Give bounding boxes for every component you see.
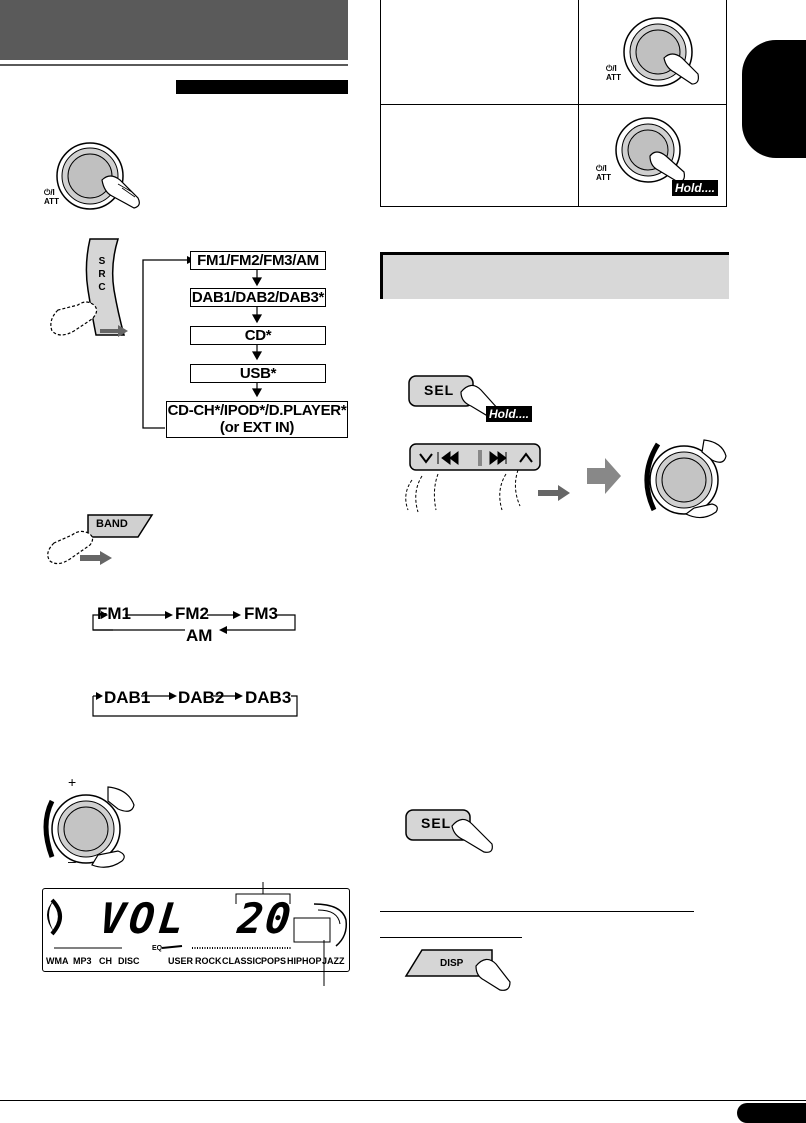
lcd-indicator-disc: DISC <box>118 956 140 966</box>
src-button-illustration <box>40 235 135 340</box>
changer-line-2: (or EXT IN) <box>219 419 295 436</box>
power-knob-illustration <box>40 140 160 220</box>
power-symbol: ⏻/I <box>606 64 617 73</box>
att-text: ATT <box>44 197 59 206</box>
att-text: ATT <box>596 173 611 182</box>
control-dial-illustration <box>636 432 736 532</box>
source-box-changer <box>166 401 348 438</box>
band-dab3: DAB3 <box>245 688 292 707</box>
lcd-volume-number: 20 <box>235 894 296 943</box>
subheading-bar <box>176 80 348 94</box>
lcd-main-text: VOL <box>97 894 191 943</box>
lcd-eq-hiphop: HIPHOP <box>287 956 322 966</box>
lcd-indicator-ch: CH <box>99 956 112 966</box>
sel-button-label-press[interactable]: SEL <box>421 815 452 831</box>
lcd-eq-user: USER <box>168 956 194 966</box>
hold-badge-power: Hold.... <box>672 180 718 196</box>
volume-knob-illustration <box>38 775 158 885</box>
band-fm2: FM2 <box>175 604 209 623</box>
band-fm3: FM3 <box>244 604 278 623</box>
volume-plus: + <box>68 774 77 790</box>
band-dab1: DAB1 <box>104 688 151 707</box>
hold-badge-sel: Hold.... <box>486 406 532 422</box>
power-symbol: ⏻/I <box>596 164 607 173</box>
source-box-usb: USB* <box>190 364 326 383</box>
rule-2 <box>380 937 522 938</box>
disp-button-illustration <box>402 944 512 994</box>
src-button-label[interactable] <box>96 255 108 294</box>
table-att-label-1 <box>606 64 621 82</box>
att-text: ATT <box>606 73 621 82</box>
next-step-arrow <box>585 456 625 496</box>
band-button-label[interactable]: BAND <box>96 518 128 530</box>
volume-minus: – <box>68 853 76 869</box>
skip-buttons-illustration <box>398 440 578 515</box>
band-dab2: DAB2 <box>178 688 225 707</box>
changer-line-1: CD-CH*/IPOD*/D.PLAYER* <box>167 402 347 419</box>
att-label <box>44 188 59 206</box>
att-knob-press-illustration <box>600 14 710 94</box>
src-letter-r: R <box>98 269 106 280</box>
lcd-eq-classic: CLASSIC <box>222 956 262 966</box>
lcd-indicator-mp3: MP3 <box>73 956 92 966</box>
source-box-fm: FM1/FM2/FM3/AM <box>190 251 326 270</box>
disp-button-label[interactable]: DISP <box>440 958 464 969</box>
src-letter-c: C <box>98 282 106 293</box>
rule-1 <box>380 911 694 912</box>
footer-rule <box>0 1100 806 1101</box>
table-row-divider <box>380 104 726 105</box>
lcd-eq-label: EQ <box>152 945 163 952</box>
language-tab <box>742 40 806 158</box>
table-att-label-2 <box>596 164 611 182</box>
sel-button-label-hold[interactable]: SEL <box>424 382 455 398</box>
lcd-graphics <box>42 870 352 990</box>
lcd-eq-rock: ROCK <box>195 956 222 966</box>
band-am: AM <box>186 626 213 645</box>
title-rule <box>0 64 348 66</box>
source-box-dab: DAB1/DAB2/DAB3* <box>191 289 325 306</box>
source-box-cd: CD* <box>190 326 326 345</box>
lcd-eq-pops: POPS <box>261 956 287 966</box>
lcd-indicator-wma: WMA <box>46 956 69 966</box>
sel-button-press-illustration <box>402 808 512 863</box>
section-title-bar <box>0 0 348 60</box>
page-number-pill <box>737 1103 806 1123</box>
section-heading-bar <box>380 252 729 299</box>
src-letter-s: S <box>98 256 106 267</box>
table-column-divider <box>578 0 579 206</box>
band-button-illustration <box>40 505 160 570</box>
power-symbol: ⏻/I <box>44 188 55 197</box>
band-fm1: FM1 <box>97 604 131 623</box>
lcd-eq-jazz: JAZZ <box>322 956 345 966</box>
